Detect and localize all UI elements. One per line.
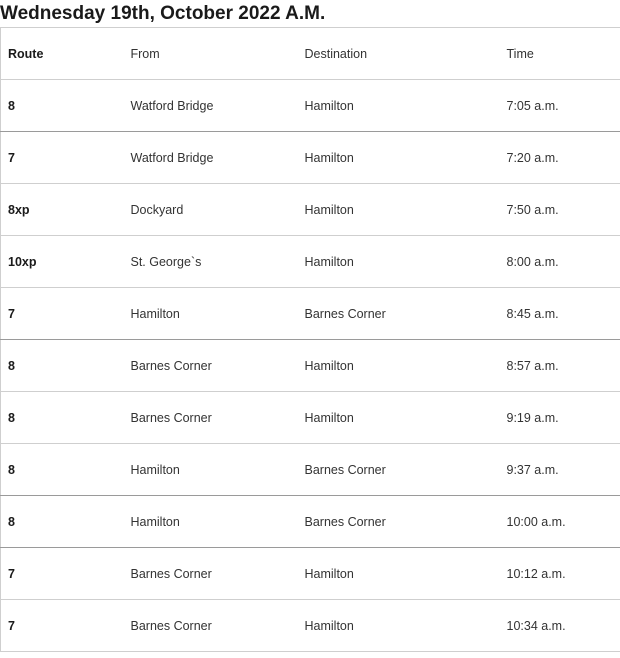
destination-cell: Hamilton <box>298 600 500 652</box>
destination-cell: Hamilton <box>298 80 500 132</box>
column-header-from: From <box>124 28 298 80</box>
route-cell: 8xp <box>1 184 124 236</box>
time-cell: 8:00 a.m. <box>500 236 620 288</box>
destination-cell: Hamilton <box>298 548 500 600</box>
from-cell: Barnes Corner <box>124 340 298 392</box>
destination-cell: Hamilton <box>298 184 500 236</box>
column-header-time: Time <box>500 28 620 80</box>
route-cell: 8 <box>1 340 124 392</box>
route-cell: 8 <box>1 444 124 496</box>
table-row <box>1 600 620 652</box>
destination-cell: Hamilton <box>298 392 500 444</box>
column-header-route: Route <box>1 28 124 80</box>
from-cell: Barnes Corner <box>124 548 298 600</box>
destination-cell: Barnes Corner <box>298 496 500 548</box>
from-cell: Watford Bridge <box>124 80 298 132</box>
from-cell: Hamilton <box>124 496 298 548</box>
table-row <box>1 236 620 288</box>
route-cell: 8 <box>1 392 124 444</box>
from-cell: Watford Bridge <box>124 132 298 184</box>
route-cell: 8 <box>1 80 124 132</box>
time-cell: 8:45 a.m. <box>500 288 620 340</box>
route-cell: 7 <box>1 548 124 600</box>
table-row <box>1 496 620 548</box>
time-cell: 8:57 a.m. <box>500 340 620 392</box>
table-row <box>1 184 620 236</box>
table-row <box>1 132 620 184</box>
route-cell: 7 <box>1 132 124 184</box>
from-cell: Barnes Corner <box>124 392 298 444</box>
time-cell: 7:50 a.m. <box>500 184 620 236</box>
table-header-row <box>1 28 620 80</box>
table-row <box>1 444 620 496</box>
route-cell: 8 <box>1 496 124 548</box>
destination-cell: Hamilton <box>298 132 500 184</box>
route-cell: 7 <box>1 288 124 340</box>
from-cell: Barnes Corner <box>124 600 298 652</box>
time-cell: 10:00 a.m. <box>500 496 620 548</box>
destination-cell: Barnes Corner <box>298 288 500 340</box>
time-cell: 10:34 a.m. <box>500 600 620 652</box>
from-cell: Hamilton <box>124 288 298 340</box>
table-row <box>1 340 620 392</box>
route-cell: 7 <box>1 600 124 652</box>
time-cell: 7:05 a.m. <box>500 80 620 132</box>
destination-cell: Hamilton <box>298 236 500 288</box>
route-cell: 10xp <box>1 236 124 288</box>
column-header-destination: Destination <box>298 28 500 80</box>
from-cell: St. George`s <box>124 236 298 288</box>
table-row <box>1 392 620 444</box>
page-title: Wednesday 19th, October 2022 A.M. <box>0 3 326 24</box>
destination-cell: Hamilton <box>298 340 500 392</box>
time-cell: 7:20 a.m. <box>500 132 620 184</box>
from-cell: Hamilton <box>124 444 298 496</box>
table-row <box>1 288 620 340</box>
destination-cell: Barnes Corner <box>298 444 500 496</box>
table-row <box>1 80 620 132</box>
table-row <box>1 548 620 600</box>
from-cell: Dockyard <box>124 184 298 236</box>
time-cell: 9:37 a.m. <box>500 444 620 496</box>
time-cell: 10:12 a.m. <box>500 548 620 600</box>
time-cell: 9:19 a.m. <box>500 392 620 444</box>
bus-schedule-table <box>0 27 620 652</box>
